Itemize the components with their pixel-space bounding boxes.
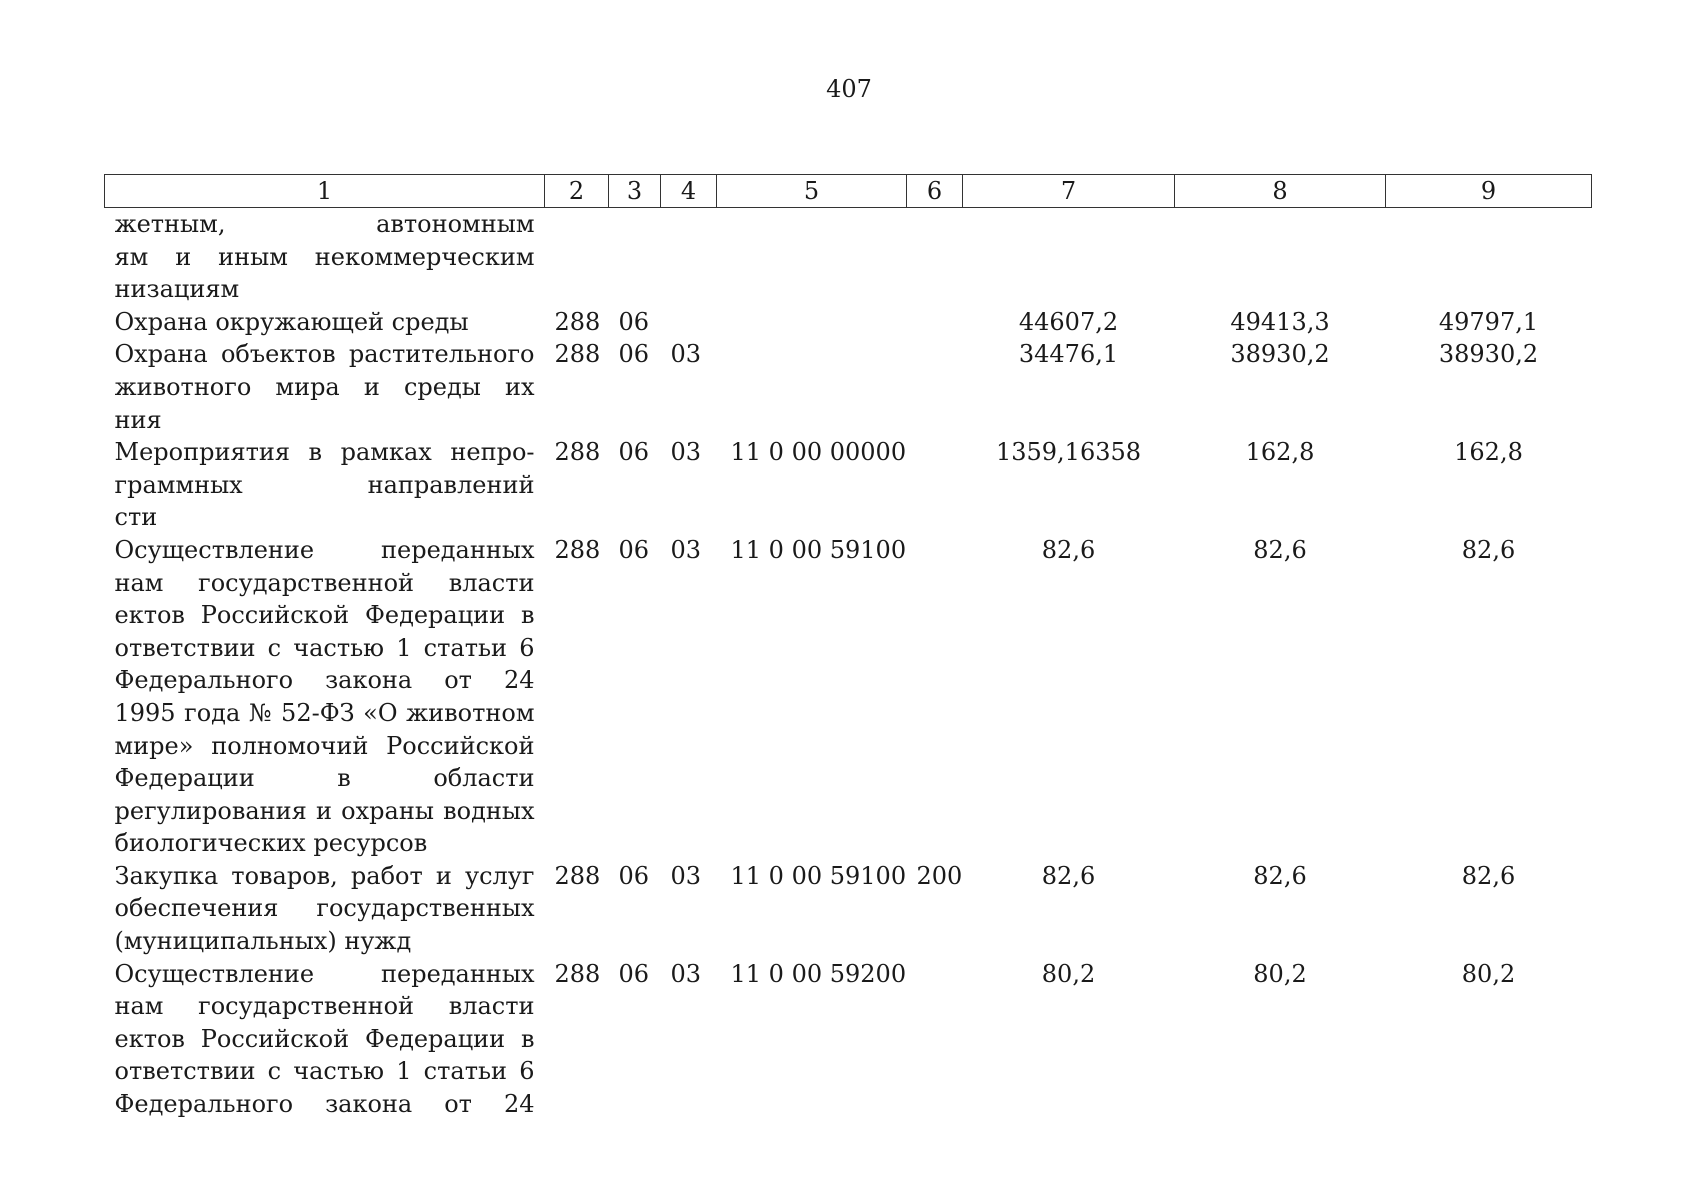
item-name-line: Осуществление переданных: [114, 959, 535, 988]
cell-section: 06: [618, 861, 650, 890]
cell-amount-col8: 82,6: [1253, 535, 1307, 564]
item-name-line: граммных направлений: [114, 470, 535, 499]
cell-amount-col9: [1386, 208, 1592, 306]
cell-expense-type: [907, 958, 963, 1121]
item-name-line: сти: [114, 503, 158, 532]
cell-item-name: [105, 534, 545, 860]
table-body: [105, 208, 1592, 1121]
cell-amount-col7: 80,2: [1041, 959, 1096, 988]
item-name-line: нам государственной власти: [114, 992, 535, 1021]
cell-amount-col7: 82,6: [1041, 535, 1096, 564]
cell-ministry-code: 288: [554, 535, 601, 564]
cell-section: 06: [618, 307, 650, 336]
item-name-line: мире» полномочий Российской: [114, 731, 535, 760]
cell-subsection: 03: [670, 959, 702, 988]
cell-expense-type: [907, 306, 963, 339]
item-name-line: регулирования и охраны водных: [114, 796, 535, 825]
header-col-6: 6: [907, 175, 963, 208]
item-name-line: Охрана окружающей среды: [114, 307, 469, 336]
cell-ministry-code: 288: [554, 340, 601, 369]
header-col-7: 7: [963, 175, 1175, 208]
page-number: 407: [826, 75, 872, 103]
cell-section: 06: [618, 340, 650, 369]
cell-amount-col7: 44607,2: [1018, 307, 1119, 336]
item-name-line: 1995 года № 52-ФЗ «О животном: [114, 698, 535, 727]
item-name-line: ния: [114, 405, 162, 434]
cell-subsection: 03: [670, 340, 702, 369]
item-name-line: Закупка товаров, работ и услуг: [114, 861, 535, 890]
item-name-line: ям и иным некоммерческим: [114, 242, 535, 271]
header-col-5: 5: [717, 175, 907, 208]
cell-subsection: 03: [670, 438, 702, 467]
header-col-3: 3: [609, 175, 661, 208]
header-row: [105, 175, 1592, 208]
table-row: [105, 534, 1592, 860]
cell-target-article: [717, 208, 907, 306]
item-name-line: биологических ресурсов: [114, 829, 428, 858]
cell-item-name: [105, 338, 545, 436]
item-name-line: ектов Российской Федерации в: [114, 1024, 535, 1053]
item-name-line: Федерального закона от 24: [114, 1090, 535, 1119]
budget-table: [104, 174, 1592, 1121]
cell-item-name: [105, 306, 545, 339]
item-name-line: жетным, автономным: [114, 210, 535, 238]
cell-expense-type: [907, 208, 963, 306]
cell-expense-type: [907, 436, 963, 534]
item-name-line: Охрана объектов растительного: [114, 340, 535, 369]
cell-subsection: 03: [670, 861, 702, 890]
cell-amount-col7: 1359,16358: [995, 438, 1142, 467]
cell-amount-col9: 82,6: [1461, 535, 1516, 564]
table-row: [105, 436, 1592, 534]
cell-amount-col7: 34476,1: [1018, 340, 1119, 369]
item-name-line: ответствии с частью 1 статьи 6: [114, 633, 535, 662]
item-name-line: животного мира и среды их: [114, 372, 535, 401]
cell-expense-type: [907, 534, 963, 860]
cell-amount-col7: 82,6: [1041, 861, 1096, 890]
cell-subsection: [661, 208, 717, 306]
cell-amount-col9: 82,6: [1461, 861, 1516, 890]
item-name-line: ответствии с частью 1 статьи 6: [114, 1057, 535, 1086]
item-name-line: низациям: [114, 275, 240, 304]
cell-amount-col8: 162,8: [1245, 438, 1315, 467]
item-name-line: Мероприятия в рамках непро-: [114, 438, 535, 467]
cell-expense-type: 200: [916, 861, 963, 890]
table-row: [105, 338, 1592, 436]
cell-target-article: 11 0 00 59100: [730, 535, 907, 564]
cell-amount-col9: 38930,2: [1438, 340, 1539, 369]
cell-section: 06: [618, 535, 650, 564]
table-row: [105, 860, 1592, 958]
cell-ministry-code: 288: [554, 307, 601, 336]
cell-subsection: [661, 306, 717, 339]
cell-section: 06: [618, 438, 650, 467]
table-row: [105, 306, 1592, 339]
cell-ministry-code: 288: [554, 959, 601, 988]
cell-ministry-code: 288: [554, 438, 601, 467]
cell-item-name: [105, 208, 545, 306]
item-name-line: нам государственной власти: [114, 568, 535, 597]
item-name-line: Осуществление переданных: [114, 535, 535, 564]
cell-expense-type: [907, 338, 963, 436]
table-row: [105, 958, 1592, 1121]
cell-ministry-code: [545, 208, 609, 306]
cell-amount-col8: 82,6: [1253, 861, 1307, 890]
cell-section: 06: [618, 959, 650, 988]
header-col-2: 2: [545, 175, 609, 208]
cell-amount-col8: 49413,3: [1230, 307, 1330, 336]
header-col-8: 8: [1175, 175, 1386, 208]
header-col-9: 9: [1386, 175, 1592, 208]
cell-item-name: [105, 436, 545, 534]
cell-item-name: [105, 860, 545, 958]
cell-amount-col9: 162,8: [1454, 438, 1523, 467]
cell-amount-col9: 80,2: [1461, 959, 1516, 988]
item-name-line: Федерального закона от 24: [114, 666, 535, 695]
table-header: [105, 175, 1592, 208]
table-row: [105, 208, 1592, 306]
cell-target-article: [717, 338, 907, 436]
cell-ministry-code: 288: [554, 861, 601, 890]
item-name-line: обеспечения государственных: [114, 894, 535, 923]
cell-target-article: 11 0 00 59100: [730, 861, 907, 890]
cell-amount-col8: 38930,2: [1230, 340, 1330, 369]
cell-amount-col8: [1175, 208, 1386, 306]
item-name-line: ектов Российской Федерации в: [114, 601, 535, 630]
cell-amount-col9: 49797,1: [1438, 307, 1539, 336]
header-col-1: 1: [105, 175, 545, 208]
cell-amount-col7: [963, 208, 1175, 306]
cell-amount-col8: 80,2: [1253, 959, 1307, 988]
cell-section: [609, 208, 661, 306]
cell-item-name: [105, 958, 545, 1121]
cell-target-article: [717, 306, 907, 339]
item-name-line: (муниципальных) нужд: [114, 927, 412, 956]
header-col-4: 4: [661, 175, 717, 208]
item-name-line: Федерации в области: [114, 764, 535, 793]
cell-subsection: 03: [670, 535, 702, 564]
cell-target-article: 11 0 00 59200: [730, 959, 907, 988]
cell-target-article: 11 0 00 00000: [730, 438, 907, 467]
